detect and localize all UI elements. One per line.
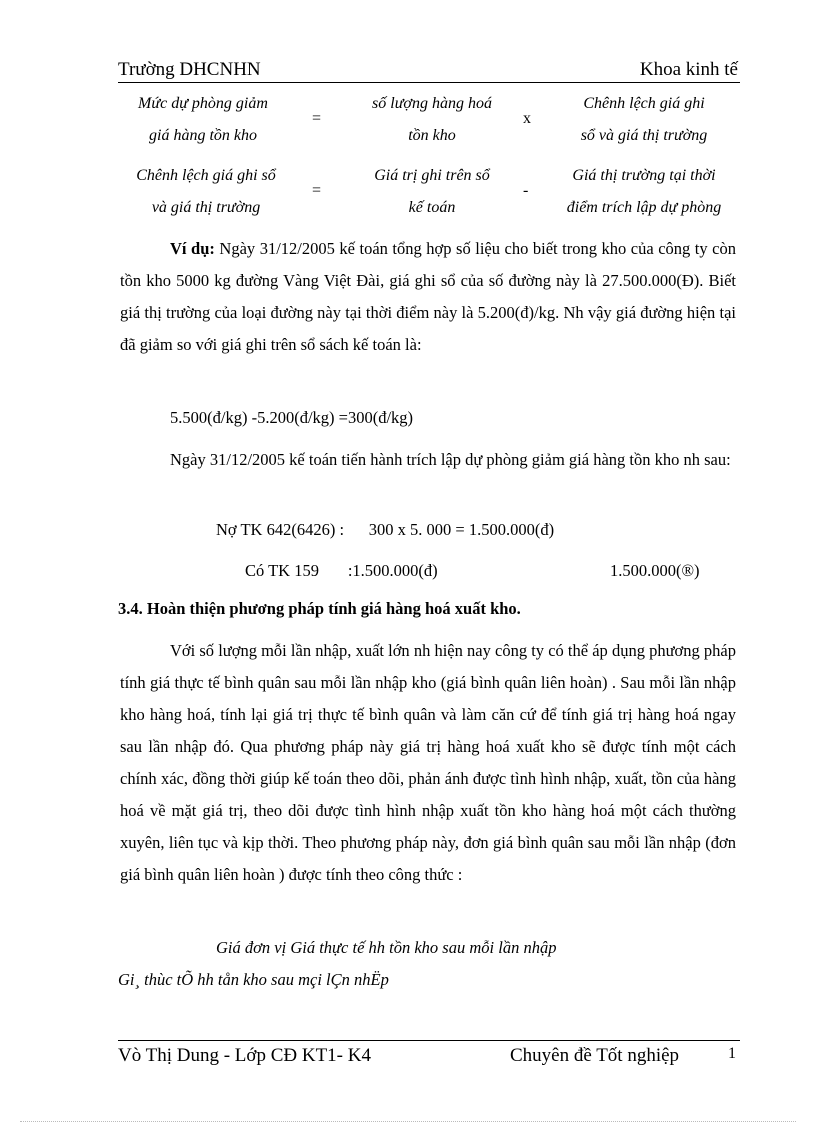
formula1-rhs-line1: Chênh lệch giá ghi — [583, 95, 705, 112]
page-number: 1 — [728, 1045, 736, 1062]
page-bottom-divider — [20, 1121, 796, 1122]
journal-entry-credit-amount: 1.500.000(®) — [610, 561, 700, 580]
page-footer — [118, 1040, 740, 1071]
formula-difference — [118, 160, 740, 230]
example-paragraph — [120, 233, 736, 361]
example-label: Ví dụ: — [170, 239, 215, 258]
journal-entry-credit: Có TK 159 :1.500.000(đ) — [245, 561, 438, 580]
formula2-mid-line1: Giá trị ghi trên sổ — [374, 167, 490, 184]
formula2-mid-line2: kế toán — [408, 199, 456, 216]
formula1-times: x — [523, 110, 531, 127]
formula2-lhs-line1: Chênh lệch giá ghi sổ — [136, 167, 276, 184]
formula1-lhs-line2: giá hàng tồn kho — [149, 127, 257, 144]
example-text: Ngày 31/12/2005 kế toán tổng hợp số liệu cho biết trong kho của công ty còn tồn kho 5000 kg đường Vàng Việt Đài, giá ghi sổ của số đường này là 27.500.000(Đ). Biết giá thị trường của loại đường này tại thời điểm này là 5.200(đ)/kg. Nh vậy giá đường hiện tại đã giảm so với giá ghi trên sổ sách kế toán là: — [120, 239, 736, 354]
formula2-lhs-line2: và giá thị trường — [151, 199, 261, 216]
formula2-minus: - — [523, 182, 529, 199]
footer-author: Vò Thị Dung - Lớp CĐ KT1- K4 — [118, 1045, 371, 1066]
formula1-rhs-line2: sổ và giá thị trường — [580, 127, 708, 144]
provision-paragraph: Ngày 31/12/2005 kế toán tiến hành trích lập dự phòng giảm giá hàng tồn kho nh sau: — [170, 450, 731, 469]
header-faculty: Khoa kinh tế — [639, 59, 738, 80]
formula2-equals: = — [312, 182, 322, 199]
formula2-rhs-line2: điểm trích lập dự phòng — [566, 199, 722, 216]
journal-entry-debit: Nợ TK 642(6426) : 300 x 5. 000 = 1.500.000(đ) — [216, 520, 555, 539]
method-paragraph: Với số lượng mỗi lần nhập, xuất lớn nh hiện nay công ty có thể áp dụng phương pháp tính giá thực tế bình quân sau mỗi lần nhập kho (giá bình quân liên hoàn) . Sau mỗi lần nhập kho hàng hoá, tính lại giá trị thực tế bình quân và làm căn cứ để tính giá trị hàng hoá ngay sau lần nhập đó. Qua phương pháp này giá trị hàng hoá xuất kho sẽ được tính một cách chính xác, đồng thời giúp kế toán theo dõi, phản ánh được tình hình nhập, xuất, tồn của hàng hoá về mặt giá trị, theo dõi được tình hình nhập xuất tồn kho hàng hoá một cách thường xuyên, liên tục và kịp thời. Theo phương pháp này, đơn giá bình quân sau mỗi lần nhập (đơn giá bình quân liên hoàn ) được tính theo công thức : — [120, 641, 736, 884]
formula2-rhs-line1: Giá thị trường tại thời — [572, 167, 716, 184]
formula-provision — [118, 88, 740, 158]
formula1-mid-line1: số lượng hàng hoá — [372, 95, 492, 112]
header-school: Trường DHCNHN — [118, 59, 261, 80]
section-title: 3.4. Hoàn thiện phương pháp tính giá hàng hoá xuất kho. — [118, 599, 521, 618]
formula-line-1: Giá đơn vị Giá thực tế hh tồn kho sau mỗi lần nhập — [216, 938, 557, 957]
formula1-mid-line2: tồn kho — [408, 127, 456, 144]
formula1-lhs-line1: Mức dự phòng giảm — [138, 95, 268, 112]
formula-line-2: Gi¸ thùc tÕ hh tån kho sau mçi lÇn nhËp — [118, 970, 389, 989]
page-header — [118, 58, 740, 83]
calc-line: 5.500(đ/kg) -5.200(đ/kg) =300(đ/kg) — [170, 408, 414, 427]
formula1-equals: = — [312, 110, 322, 127]
footer-title: Chuyên đề Tốt nghiệp — [510, 1045, 680, 1066]
